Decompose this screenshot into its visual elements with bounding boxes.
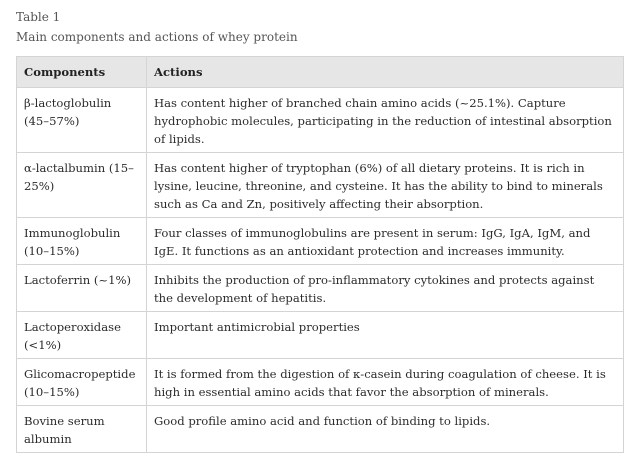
component-cell: α-lactalbumin (15–25%) <box>17 153 147 218</box>
action-cell: Four classes of immunoglobulins are present in serum: IgG, IgA, IgM, and IgE. It functions as an antioxidant protection and increases immunity. <box>147 218 624 265</box>
table-row <box>17 406 624 453</box>
table-row <box>17 88 624 153</box>
table-row <box>17 312 624 359</box>
table-row <box>17 153 624 218</box>
component-cell: Lactoferrin (~1%) <box>17 265 147 312</box>
component-cell: Immunoglobulin (10–15%) <box>17 218 147 265</box>
whey-protein-table <box>16 56 624 453</box>
component-cell: β-lactoglobulin (45–57%) <box>17 88 147 153</box>
component-cell: Lactoperoxidase (<1%) <box>17 312 147 359</box>
component-cell: Bovine serum albumin <box>17 406 147 453</box>
table-caption <box>16 7 298 47</box>
table-label: Table 1 <box>16 10 61 24</box>
table-row <box>17 265 624 312</box>
table-header-row <box>17 57 624 88</box>
action-cell: Good profile amino acid and function of binding to lipids. <box>147 406 624 453</box>
column-header-actions: Actions <box>147 57 624 88</box>
component-cell: Glicomacropeptide (10–15%) <box>17 359 147 406</box>
table-title: Main components and actions of whey protein <box>16 30 298 44</box>
action-cell: Has content higher of branched chain amino acids (~25.1%). Capture hydrophobic molecules, participating in the reduction of intestinal absorption of lipids. <box>147 88 624 153</box>
table-row <box>17 218 624 265</box>
table-row <box>17 359 624 406</box>
action-cell: Important antimicrobial properties <box>147 312 624 359</box>
action-cell: It is formed from the digestion of κ-casein during coagulation of cheese. It is high in essential amino acids that favor the absorption of minerals. <box>147 359 624 406</box>
column-header-components: Components <box>17 57 147 88</box>
action-cell: Has content higher of tryptophan (6%) of all dietary proteins. It is rich in lysine, leucine, threonine, and cysteine. It has the ability to bind to minerals such as Ca and Zn, positively affecting their absorption. <box>147 153 624 218</box>
action-cell: Inhibits the production of pro-inflammatory cytokines and protects against the development of hepatitis. <box>147 265 624 312</box>
